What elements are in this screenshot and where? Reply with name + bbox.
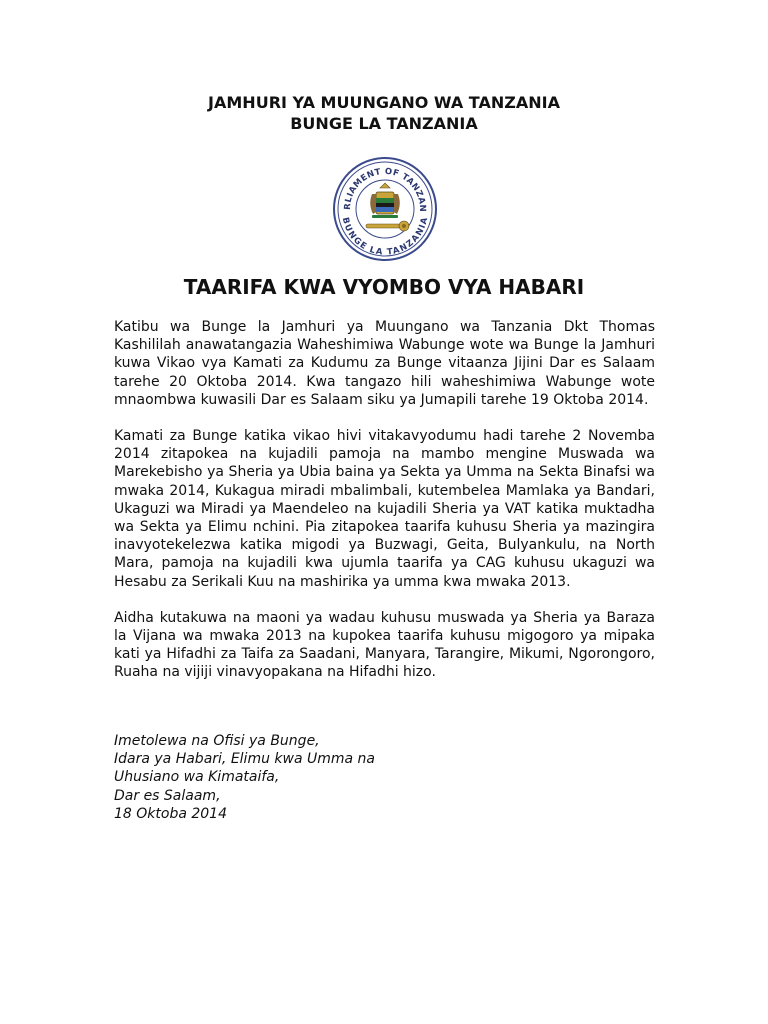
seal-emblem-icon [332, 156, 438, 262]
paragraph: Katibu wa Bunge la Jamhuri ya Muungano wa Tanzania Dkt Thomas Kashililah anawatangazia Waheshimiwa Wabunge wote wa Bunge la Jamhuri kuwa Vikao vya Kamati za Kudumu za Bunge vitaanza Jijini Dar es Salaam tarehe 20 Oktoba 2014. Kwa tangazo hili waheshimiwa Wabunge wote mnaombwa kuwasili Dar es Salaam siku ya Jumapili tarehe 19 Oktoba 2014. [114, 319, 655, 408]
press-release-body [114, 318, 655, 700]
seal-top-text: RLIAMENT OF TANZAN [342, 166, 428, 213]
letterhead-line-1: JAMHURI YA MUUNGANO WA TANZANIA [208, 93, 560, 112]
parliament-seal-logo [332, 156, 438, 262]
signature-line: Uhusiano wa Kimataifa, [114, 769, 280, 786]
signature-block [114, 732, 655, 823]
document-title: TAARIFA KWA VYOMBO VYA HABARI [183, 275, 585, 299]
letterhead-line-2: BUNGE LA TANZANIA [290, 114, 478, 133]
seal-bottom-text: BUNGE LA TANZANIA [339, 216, 431, 258]
signature-line: Imetolewa na Ofisi ya Bunge, [114, 733, 320, 749]
signature-line: Idara ya Habari, Elimu kwa Umma na [114, 751, 375, 768]
paragraph: Kamati za Bunge katika vikao hivi vitakavyodumu hadi tarehe 2 Novemba 2014 zitapokea na kujadili pamoja na mambo mengine Muswada wa Marekebisho ya Sheria ya Ubia baina ya Sekta ya Umma na Sekta Binafsi wa mwaka 2014, Kukagua miradi mbalimbali, kutembelea Mamlaka ya Bandari, Ukaguzi wa Miradi ya Maendeleo na kujadili Sheria ya VAT katika muktadha wa Sekta ya Elimu nchini. Pia zitapokea taarifa kuhusu Sheria ya mazingira inavyotekelezwa katika migodi ya Buzwagi, Geita, Bulyankulu, na North Mara, pamoja na kujadili kwa ujumla taarifa ya CAG kuhusu ukaguzi wa Hesabu za Serikali Kuu na mashirika ya umma kwa mwaka 2013. [114, 428, 655, 590]
signature-date: 18 Oktoba 2014 [114, 805, 227, 822]
paragraph: Aidha kutakuwa na maoni ya wadau kuhusu muswada ya Sheria ya Baraza la Vijana wa mwaka 2013 na kupokea taarifa kuhusu migogoro ya mipaka kati ya Hifadhi za Taifa za Saadani, Manyara, Tarangire, Mikumi, Ngorongoro, Ruaha na vijiji vinavyopakana na Hifadhi hizo. [114, 609, 655, 681]
signature-line: Dar es Salaam, [114, 787, 221, 804]
letterhead [0, 92, 768, 134]
